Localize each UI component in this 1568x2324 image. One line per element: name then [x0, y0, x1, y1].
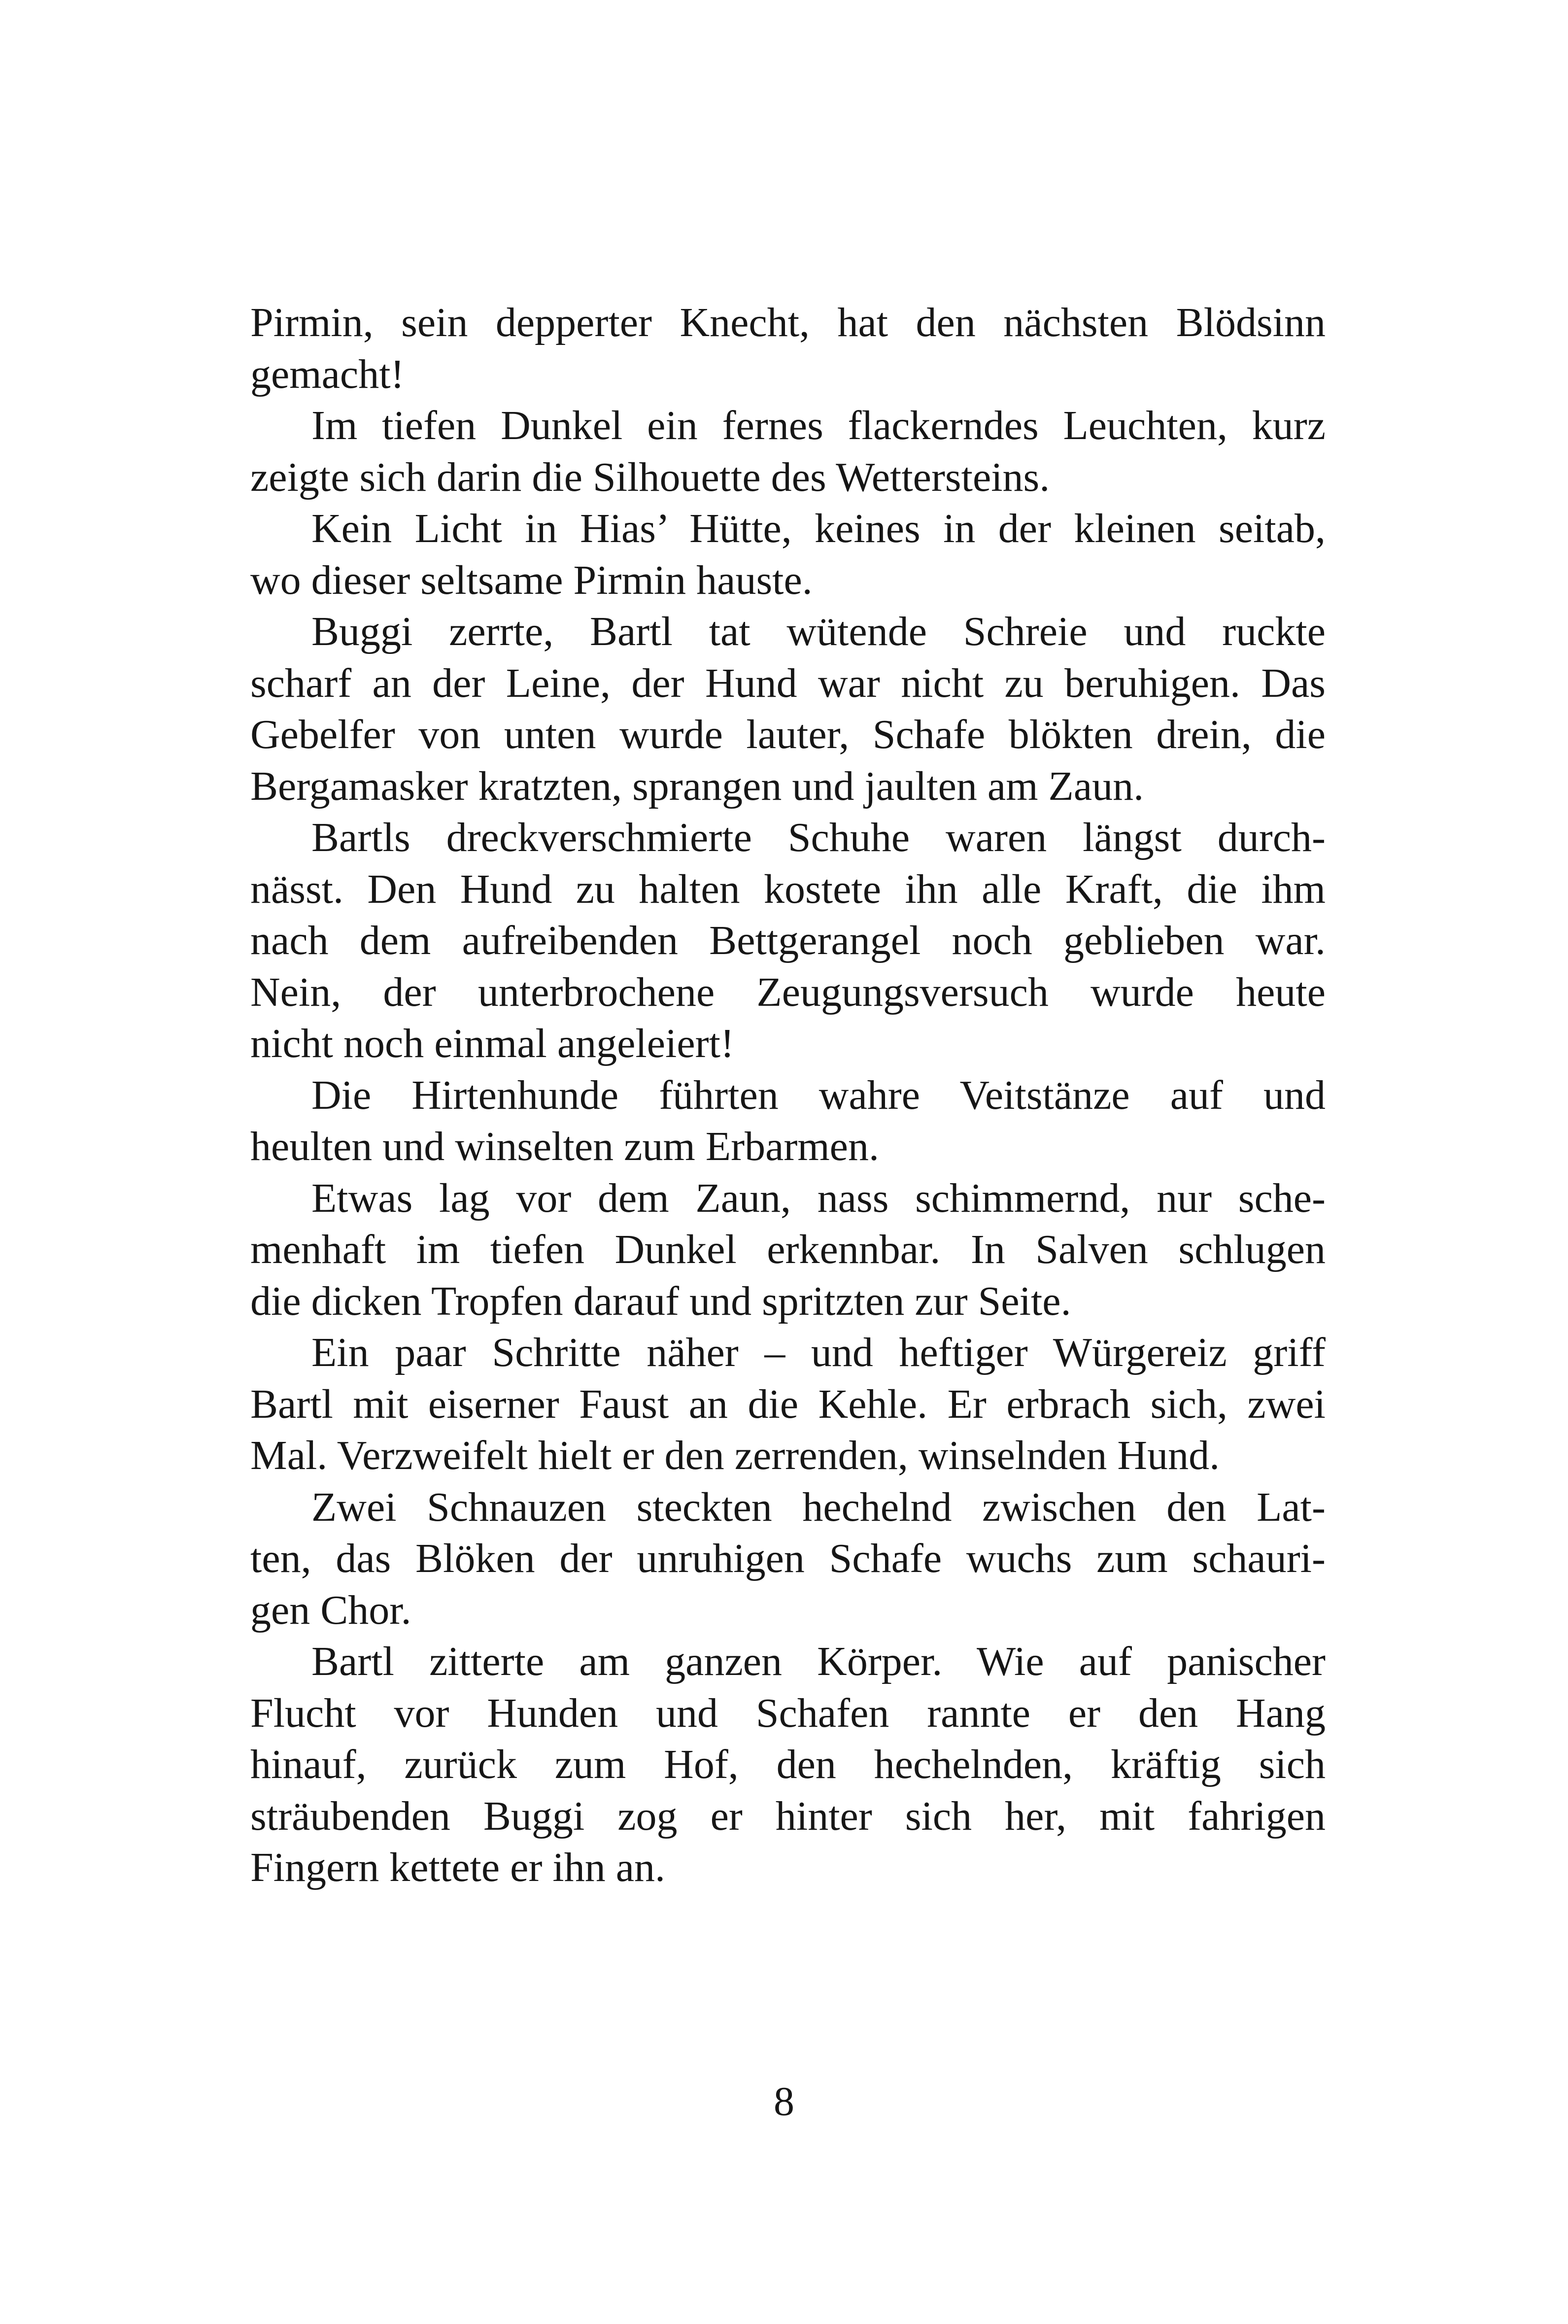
text-line: Ein paar Schritte näher – und heftiger Würgereiz griff: [311, 1330, 1326, 1375]
text-line: Bergamasker kratzten, sprangen und jaulten am Zaun.: [250, 763, 1144, 809]
paragraph-6: [250, 1070, 1326, 1173]
text-line: Die Hirtenhunde führten wahre Veitstänze auf und: [311, 1072, 1326, 1118]
text-line: Buggi zerrte, Bartl tat wütende Schreie und ruckte: [311, 609, 1326, 654]
text-line: Zwei Schnauzen steckten hechelnd zwischen den Lat-: [311, 1484, 1326, 1530]
text-line: hinauf, zurück zum Hof, den hechelnden, kräftig sich: [250, 1742, 1326, 1787]
page-number: 8: [774, 2079, 794, 2124]
text-line: gemacht!: [250, 351, 405, 397]
text-line: Nein, der unterbrochene Zeugungsversuch wurde heute: [250, 969, 1326, 1015]
text-line: gen Chor.: [250, 1587, 411, 1633]
text-line: Pirmin, sein depperter Knecht, hat den nächsten Blödsinn: [250, 300, 1326, 345]
text-line: ten, das Blöken der unruhigen Schafe wuchs zum schauri-: [250, 1536, 1326, 1581]
text-line: Bartl zitterte am ganzen Körper. Wie auf panischer: [311, 1639, 1326, 1684]
text-line: menhaft im tiefen Dunkel erkennbar. In Salven schlugen: [250, 1227, 1326, 1272]
paragraph-10: [250, 1636, 1326, 1894]
text-line: wo dieser seltsame Pirmin hauste.: [250, 557, 813, 603]
paragraph-2: [250, 400, 1326, 503]
paragraph-8: [250, 1327, 1326, 1482]
text-line: heulten und winselten zum Erbarmen.: [250, 1124, 879, 1169]
text-line: Etwas lag vor dem Zaun, nass schimmernd, nur sche-: [311, 1175, 1326, 1221]
text-line: Gebelfer von unten wurde lauter, Schafe blökten drein, die: [250, 712, 1326, 757]
text-line: Mal. Verzweifelt hielt er den zerrenden, winselnden Hund.: [250, 1433, 1220, 1478]
text-line: sträubenden Buggi zog er hinter sich her, mit fahrigen: [250, 1793, 1326, 1839]
text-line: nach dem aufreibenden Bettgerangel noch geblieben war.: [250, 918, 1326, 963]
text-line: zeigte sich darin die Silhouette des Wettersteins.: [250, 454, 1050, 500]
text-line: nicht noch einmal angeleiert!: [250, 1021, 734, 1066]
paragraph-7: [250, 1173, 1326, 1328]
text-line: Flucht vor Hunden und Schafen rannte er den Hang: [250, 1690, 1326, 1736]
body-text: [250, 297, 1326, 1894]
text-line: Kein Licht in Hias’ Hütte, keines in der kleinen seitab,: [311, 506, 1326, 551]
paragraph-9: [250, 1482, 1326, 1637]
paragraph-5: [250, 812, 1326, 1070]
paragraph-3: [250, 503, 1326, 606]
text-line: Fingern kettete er ihn an.: [250, 1845, 666, 1890]
text-line: nässt. Den Hund zu halten kostete ihn alle Kraft, die ihm: [250, 866, 1326, 912]
text-line: Im tiefen Dunkel ein fernes flackerndes Leuchten, kurz: [311, 403, 1326, 448]
text-line: Bartl mit eiserner Faust an die Kehle. Er erbrach sich, zwei: [250, 1381, 1326, 1427]
paragraph-1: [250, 297, 1326, 400]
text-line: die dicken Tropfen darauf und spritzten zur Seite.: [250, 1278, 1071, 1324]
text-line: scharf an der Leine, der Hund war nicht zu beruhigen. Das: [250, 660, 1326, 706]
paragraph-4: [250, 606, 1326, 812]
text-line: Bartls dreckverschmierte Schuhe waren längst durch-: [311, 815, 1326, 860]
